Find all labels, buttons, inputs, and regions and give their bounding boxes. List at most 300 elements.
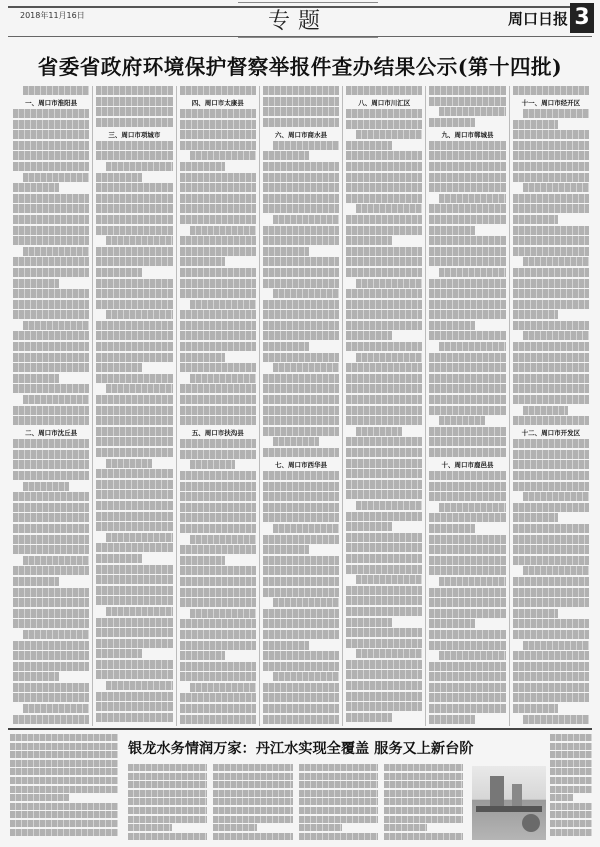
- text-line: [513, 300, 589, 309]
- text-line: [96, 86, 172, 95]
- region-heading: 六、周口市商水县: [274, 130, 327, 139]
- text-line: [180, 662, 256, 671]
- text-line: [513, 556, 589, 565]
- text-line: [429, 300, 505, 309]
- text-line: [429, 353, 505, 362]
- text-line: [439, 268, 505, 277]
- text-line: [23, 321, 89, 330]
- text-line: [346, 628, 422, 637]
- text-line: [429, 118, 475, 127]
- text-line: [13, 342, 89, 351]
- text-line: [180, 513, 256, 522]
- text-line: [384, 798, 463, 805]
- text-line: [13, 460, 89, 469]
- bottom-article: [10, 734, 592, 842]
- text-line: [513, 619, 589, 628]
- text-line: [263, 427, 339, 436]
- text-line: [429, 331, 505, 340]
- text-line: [13, 374, 59, 383]
- text-line: [346, 183, 422, 192]
- text-line: [346, 257, 422, 266]
- text-line: [299, 807, 378, 814]
- text-line: [13, 289, 89, 298]
- text-line: [13, 513, 89, 522]
- text-line: [513, 342, 589, 351]
- text-line: [128, 798, 207, 805]
- text-line: [128, 773, 207, 780]
- text-line: [429, 173, 505, 182]
- bottom-body-column: [128, 764, 207, 840]
- text-line: [263, 331, 339, 340]
- text-line: [346, 522, 392, 531]
- text-line: [346, 321, 422, 330]
- text-line: [128, 807, 207, 814]
- text-line: [429, 321, 475, 330]
- text-line: [299, 824, 343, 831]
- text-line: [429, 524, 475, 533]
- text-line: [180, 588, 256, 597]
- text-line: [13, 406, 89, 415]
- text-line: [180, 384, 256, 393]
- text-line: [180, 247, 256, 256]
- text-line: [384, 824, 428, 831]
- text-line: [346, 702, 422, 711]
- text-line: [356, 353, 422, 362]
- text-line: [96, 670, 172, 679]
- text-line: [263, 247, 309, 256]
- text-line: [513, 416, 589, 425]
- text-line: [356, 204, 422, 213]
- text-line: [273, 215, 339, 224]
- text-line: [190, 460, 236, 469]
- text-line: [523, 257, 589, 266]
- text-line: [429, 535, 505, 544]
- text-line: [346, 660, 422, 669]
- text-line: [13, 416, 89, 425]
- text-line: [213, 816, 292, 823]
- text-line: [190, 683, 256, 692]
- text-line: [429, 492, 505, 501]
- text-line: [263, 226, 339, 235]
- text-line: [213, 807, 292, 814]
- text-line: [180, 566, 256, 575]
- text-line: [263, 683, 339, 692]
- text-line: [180, 598, 256, 607]
- text-line: [10, 803, 118, 810]
- text-line: [429, 97, 505, 106]
- text-line: [513, 545, 589, 554]
- page-header: [0, 0, 600, 44]
- region-heading: 三、周口市项城市: [108, 130, 161, 139]
- text-line: [273, 672, 339, 681]
- text-line: [263, 374, 339, 383]
- text-line: [346, 469, 422, 478]
- text-line: [13, 598, 89, 607]
- text-line: [96, 151, 172, 160]
- text-line: [513, 130, 589, 139]
- text-line: [346, 363, 422, 372]
- region-heading: 十一、周口市经开区: [521, 99, 581, 107]
- text-line: [10, 734, 118, 741]
- text-line: [180, 130, 256, 139]
- text-line: [513, 384, 589, 393]
- text-line: [356, 575, 422, 584]
- text-line: [96, 279, 172, 288]
- text-line: [346, 416, 422, 425]
- text-line: [180, 693, 256, 702]
- text-line: [513, 651, 589, 660]
- text-line: [13, 151, 89, 160]
- text-line: [96, 257, 172, 266]
- text-line: [180, 194, 256, 203]
- text-line: [106, 310, 172, 319]
- text-line: [13, 194, 89, 203]
- text-line: [13, 566, 89, 575]
- text-line: [96, 226, 172, 235]
- text-line: [299, 790, 378, 797]
- text-line: [429, 715, 475, 724]
- text-line: [263, 556, 339, 565]
- region-heading: 七、周口市西华县: [274, 461, 327, 469]
- text-line: [13, 693, 89, 702]
- text-line: [263, 471, 339, 480]
- text-line: [180, 406, 256, 415]
- text-line: [550, 811, 592, 818]
- text-line: [213, 781, 292, 788]
- text-line: [523, 566, 589, 575]
- text-line: [13, 651, 89, 660]
- region-heading: 八、周口市川汇区: [358, 99, 411, 107]
- text-line: [346, 151, 422, 160]
- text-line: [106, 162, 172, 171]
- text-line: [190, 535, 256, 544]
- text-line: [523, 109, 589, 118]
- text-line: [23, 173, 89, 182]
- text-line: [23, 395, 89, 404]
- text-line: [356, 130, 422, 139]
- text-line: [180, 704, 256, 713]
- text-line: [429, 183, 505, 192]
- text-line: [180, 183, 256, 192]
- text-line: [429, 279, 505, 288]
- region-heading: 十、周口市鹿邑县: [441, 461, 494, 469]
- text-line: [96, 575, 172, 584]
- text-line: [180, 450, 256, 459]
- text-line: [439, 107, 505, 116]
- region-heading: 十二、周口市开发区: [521, 429, 581, 438]
- text-line: [346, 289, 422, 298]
- text-line: [346, 173, 422, 182]
- text-line: [513, 577, 589, 586]
- text-line: [346, 437, 422, 446]
- text-line: [513, 236, 589, 245]
- bottom-article-title: 银龙水务情润万家：丹江水实现全覆盖 服务又上新台阶: [128, 741, 474, 757]
- text-line: [10, 768, 118, 775]
- text-line: [346, 342, 422, 351]
- text-line: [550, 803, 592, 810]
- text-line: [13, 619, 89, 628]
- text-line: [213, 798, 292, 805]
- article-columns: [10, 86, 592, 726]
- text-line: [346, 596, 422, 605]
- text-line: [384, 816, 463, 823]
- text-line: [96, 353, 172, 362]
- text-line: [429, 374, 505, 383]
- text-line: [429, 141, 505, 150]
- text-line: [180, 524, 256, 533]
- text-line: [96, 342, 172, 351]
- text-line: [523, 641, 589, 650]
- text-line: [13, 662, 89, 671]
- text-line: [13, 353, 89, 362]
- text-line: [346, 109, 422, 118]
- text-line: [513, 374, 589, 383]
- text-line: [180, 86, 256, 95]
- text-line: [106, 681, 172, 690]
- text-line: [550, 786, 592, 793]
- text-line: [213, 833, 292, 840]
- text-line: [13, 492, 89, 501]
- text-line: [190, 226, 256, 235]
- text-line: [13, 577, 59, 586]
- text-line: [106, 459, 152, 468]
- text-line: [13, 215, 89, 224]
- text-line: [513, 204, 589, 213]
- text-line: [13, 588, 89, 597]
- text-line: [550, 734, 592, 741]
- text-line: [513, 310, 559, 319]
- text-line: [429, 545, 505, 554]
- text-line: [263, 619, 339, 628]
- text-line: [263, 482, 339, 491]
- text-line: [263, 503, 339, 512]
- text-line: [13, 384, 89, 393]
- text-line: [513, 503, 589, 512]
- text-line: [513, 162, 589, 171]
- text-line: [96, 713, 172, 722]
- text-line: [180, 215, 256, 224]
- text-line: [96, 543, 172, 552]
- text-line: [523, 183, 589, 192]
- text-line: [513, 279, 589, 288]
- text-line: [128, 790, 207, 797]
- text-line: [273, 141, 339, 150]
- text-line: [550, 743, 592, 750]
- text-line: [180, 672, 256, 681]
- article-column: [93, 86, 176, 726]
- bottom-body-column: [299, 764, 378, 840]
- text-line: [263, 86, 339, 95]
- text-line: [190, 609, 256, 618]
- text-line: [429, 247, 505, 256]
- text-line: [429, 162, 505, 171]
- text-line: [429, 588, 505, 597]
- text-line: [263, 353, 339, 362]
- text-line: [384, 833, 463, 840]
- region-heading: 五、周口市扶沟县: [191, 429, 244, 438]
- text-line: [346, 300, 422, 309]
- text-line: [346, 215, 422, 224]
- text-line: [346, 194, 422, 203]
- text-line: [23, 704, 89, 713]
- text-line: [356, 501, 422, 510]
- text-line: [263, 448, 339, 457]
- text-line: [356, 279, 422, 288]
- text-line: [523, 406, 569, 415]
- text-line: [13, 300, 89, 309]
- text-line: [13, 363, 89, 372]
- text-line: [429, 384, 505, 393]
- text-line: [180, 545, 256, 554]
- text-line: [346, 490, 422, 499]
- text-line: [180, 141, 256, 150]
- text-line: [96, 321, 172, 330]
- text-line: [180, 173, 256, 182]
- text-line: [180, 321, 256, 330]
- text-line: [346, 692, 422, 701]
- text-line: [346, 236, 392, 245]
- text-line: [513, 194, 589, 203]
- text-line: [263, 715, 339, 724]
- text-line: [96, 522, 172, 531]
- text-line: [13, 503, 89, 512]
- text-line: [96, 300, 172, 309]
- text-line: [263, 321, 339, 330]
- text-line: [10, 760, 118, 767]
- text-line: [513, 215, 559, 224]
- text-line: [429, 672, 505, 681]
- text-line: [299, 798, 378, 805]
- text-line: [346, 120, 422, 129]
- text-line: [13, 471, 89, 480]
- text-line: [346, 512, 422, 521]
- text-line: [263, 279, 339, 288]
- article-column: [426, 86, 509, 726]
- text-line: [429, 556, 505, 565]
- text-line: [513, 693, 589, 702]
- text-line: [346, 395, 422, 404]
- bottom-article-lead-text: [10, 734, 118, 840]
- text-line: [346, 331, 392, 340]
- text-line: [429, 598, 505, 607]
- text-line: [299, 764, 378, 771]
- text-line: [429, 310, 505, 319]
- text-line: [96, 247, 172, 256]
- text-line: [96, 363, 142, 372]
- text-line: [13, 609, 89, 618]
- text-line: [10, 794, 69, 801]
- text-line: [263, 342, 309, 351]
- text-line: [263, 662, 339, 671]
- text-line: [439, 577, 505, 586]
- text-line: [96, 395, 172, 404]
- text-line: [513, 460, 589, 469]
- article-column: [177, 86, 260, 726]
- text-line: [13, 226, 89, 235]
- text-line: [513, 535, 589, 544]
- text-line: [429, 289, 505, 298]
- text-line: [429, 513, 505, 522]
- article-column: [10, 86, 93, 726]
- text-line: [180, 503, 256, 512]
- text-line: [190, 374, 256, 383]
- text-line: [13, 310, 89, 319]
- text-line: [550, 760, 592, 767]
- text-line: [429, 257, 505, 266]
- text-line: [13, 535, 89, 544]
- text-line: [346, 459, 422, 468]
- text-line: [96, 97, 172, 106]
- text-line: [429, 406, 505, 415]
- text-line: [273, 289, 339, 298]
- text-line: [346, 448, 422, 457]
- text-line: [263, 384, 339, 393]
- text-line: [346, 618, 392, 627]
- text-line: [180, 577, 256, 586]
- text-line: [106, 384, 172, 393]
- text-line: [299, 781, 378, 788]
- text-line: [429, 482, 505, 491]
- text-line: [96, 649, 142, 658]
- text-line: [13, 331, 89, 340]
- text-line: [10, 811, 118, 818]
- text-line: [513, 471, 589, 480]
- text-line: [346, 670, 422, 679]
- text-line: [429, 427, 505, 436]
- text-line: [13, 268, 89, 277]
- text-line: [429, 226, 475, 235]
- text-line: [106, 533, 172, 542]
- text-line: [346, 310, 422, 319]
- page-number: 3: [570, 3, 594, 33]
- text-line: [513, 450, 589, 459]
- text-line: [13, 162, 89, 171]
- text-line: [346, 565, 422, 574]
- text-line: [180, 641, 256, 650]
- text-line: [346, 86, 422, 95]
- text-line: [96, 469, 172, 478]
- text-line: [106, 236, 172, 245]
- text-line: [263, 107, 339, 116]
- text-line: [180, 715, 256, 724]
- text-line: [346, 226, 422, 235]
- text-line: [13, 279, 59, 288]
- text-line: [10, 743, 118, 750]
- text-line: [180, 279, 256, 288]
- text-line: [346, 480, 422, 489]
- text-line: [180, 353, 226, 362]
- text-line: [513, 151, 589, 160]
- text-line: [13, 130, 89, 139]
- text-line: [439, 651, 505, 660]
- text-line: [513, 662, 589, 671]
- text-line: [384, 807, 463, 814]
- text-line: [513, 289, 589, 298]
- text-line: [23, 556, 89, 565]
- text-line: [128, 816, 207, 823]
- text-line: [429, 630, 505, 639]
- text-line: [128, 781, 207, 788]
- text-line: [263, 588, 339, 597]
- text-line: [346, 247, 422, 256]
- text-line: [180, 236, 256, 245]
- text-line: [10, 777, 118, 784]
- text-line: [13, 672, 59, 681]
- text-line: [96, 480, 172, 489]
- text-line: [180, 395, 256, 404]
- text-line: [263, 257, 339, 266]
- text-line: [180, 331, 256, 340]
